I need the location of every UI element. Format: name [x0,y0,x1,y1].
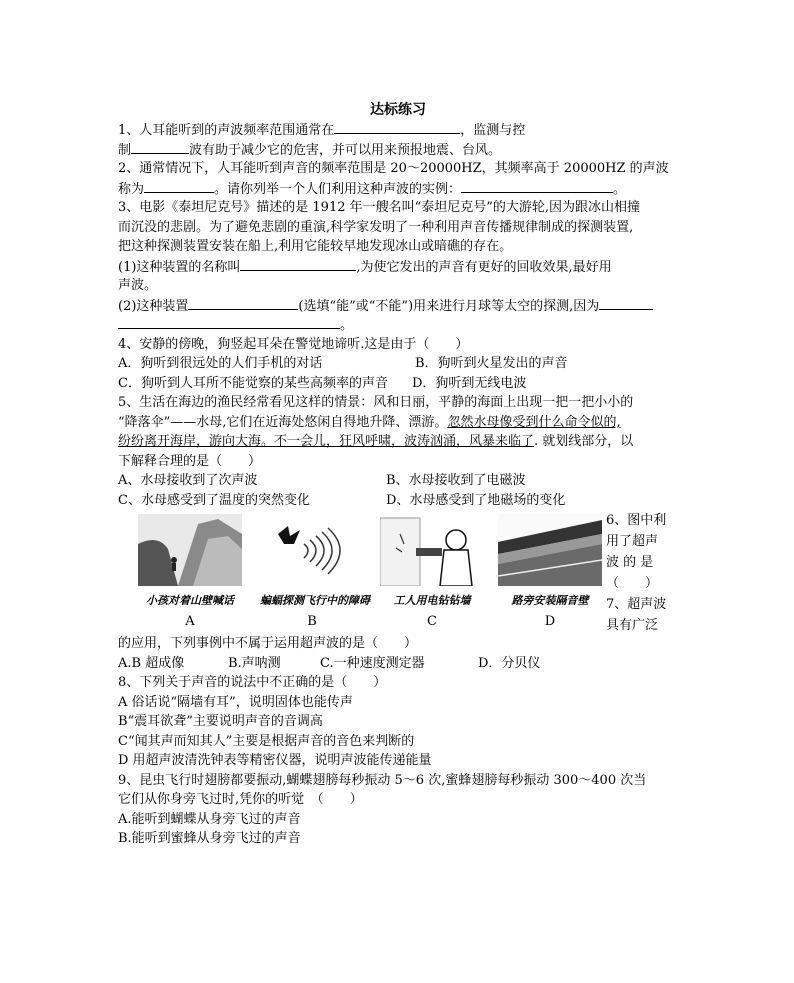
q6-side-line: 6、图中利 [606,513,667,528]
q1-line2 [118,140,678,160]
q5-line3 [118,432,678,452]
q2-blank-2[interactable] [461,179,613,193]
q4-options-ab [118,354,678,374]
figure-b [260,514,370,629]
q5-options-ab [118,471,678,491]
q3-p1-text: (1)这种装置的名称叫 [118,259,241,275]
q6-side-line: 波 的 是 [606,555,654,570]
figure-a [138,514,242,629]
figure-a-label: A [185,614,195,629]
q3-blank-1[interactable] [240,257,356,271]
q3-line3: 把这种探测装置安装在船上,利用它能较早地发现冰山或暗礁的存在。 [118,239,513,254]
q5-line4: 下解释合理的是（ ） [118,453,262,469]
q3-p2-text: (2)这种装置 [118,298,189,314]
q5-line1: 5、生活在海边的渔民经常看见这样的情景：风和日丽，平静的海面上出现一把一把小小的 [118,395,634,410]
q3-line1: 3、电影《泰坦尼克号》描述的是 1912 年一艘名叫“泰坦尼克号”的大游轮,因为跟冰山相撞 [118,200,641,215]
q3-part2 [118,296,678,316]
document [118,100,678,849]
q6-side-line: 用了超声 [606,534,659,549]
q2-line1: 2、通常情况下，人耳能听到声音的频率范围是 20～20000HZ，其频率高于 20000HZ 的声波 [118,161,669,176]
q6-side-line: （ ） [606,576,659,591]
electric-drill-image [380,514,484,586]
q3-p2-text-2: (选填“能”或“不能”)用来进行月球等太空的探测,因为 [298,298,600,314]
q6-side-text [606,510,666,636]
q1-blank-2[interactable] [131,140,189,154]
q7-option-d[interactable]: D．分贝仪 [478,655,541,671]
q3-line2: 而沉没的悲剧。为了避免悲剧的重演,科学家发明了一种利用声音传播规律制成的探测装置, [118,219,634,235]
q4-option-a[interactable]: A．狗听到很远处的人们手机的对话 [118,356,323,371]
q5-option-c[interactable]: C、水母感受到了温度的突然变化 [118,492,310,508]
q5-option-a[interactable]: A、水母接收到了次声波 [118,473,258,488]
q5-option-d[interactable]: D、水母感受到了地磁场的变化 [386,492,566,508]
q2-text-d: 。 [613,181,627,197]
q8-option-a[interactable]: A 俗话说“隔墙有耳”，说明固体也能传声 [118,694,353,710]
q3-blank-3[interactable] [599,296,653,310]
q9-option-b[interactable]: B.能听到蜜蜂从身旁飞过的声音 [118,831,301,846]
q3-part1-cont: 声波。 [118,278,158,293]
q1-blank-1[interactable] [334,120,460,134]
q5-options-cd [118,491,678,511]
q2-text-c: 。请你列举一个人们利用这种声波的实例： [214,181,462,197]
q5-line2 [118,413,678,433]
page-title: 达标练习 [370,102,426,118]
figure-d-caption: 路旁安装隔音壁 [511,594,589,607]
q5-underlined-1: 忽然水母像受到什么命令似的, [447,414,621,430]
q3-blank-4[interactable] [118,315,340,329]
q7-side-line: 7、超声波 [606,597,667,612]
q8-stem: 8、下列关于声音的说法中不正确的是（ ） [118,675,387,690]
q8-option-b[interactable]: B“震耳欲聋”主要说明声音的音调高 [118,714,323,729]
q5-underlined-2: 纷纷离开海岸，游向大海。不一会儿，狂风呼啸，波涛汹涌，风暴来临了 [118,434,535,449]
figure-b-label: B [307,614,317,629]
q7-stem: 的应用，下列事例中不属于运用超声波的是（ ） [118,636,418,651]
q1-text-2: ，监测与控 [460,123,526,138]
q2-blank-1[interactable] [144,179,214,193]
mountain-shout-image [138,514,242,586]
q5-option-b[interactable]: B、水母接收到了电磁波 [386,473,526,488]
figure-c-label: C [427,614,437,629]
q9-line2: 它们从你身旁飞过时,凭你的听觉 （ ） [118,792,363,807]
q7-option-a[interactable]: A.B 超成像 [118,655,185,671]
q1-line1 [118,120,678,140]
q3-p1-text-2: ,为使它发出的声音有更好的回收效果,最好用 [356,259,612,275]
figure-d [498,514,602,629]
q3-part1 [118,257,678,277]
q8-option-c[interactable]: C“闻其声而知其人”主要是根据声音的音色来判断的 [118,733,415,749]
figure-a-caption: 小孩对着山壁喊话 [146,594,234,607]
q9-option-a[interactable]: A.能听到蝴蝶从身旁飞过的声音 [118,811,301,827]
q4-options-cd [118,374,678,394]
figure-d-label: D [544,614,556,629]
q4-option-b[interactable]: B．狗听到火星发出的声音 [415,356,568,371]
q1-text: 1、人耳能听到的声波频率范围通常在 [118,123,335,138]
q3-p2-end: 。 [340,318,354,333]
q5-text: “降落伞”——水母,它们在近海处悠闲自得地升降、漂游。 [118,414,448,430]
q7-option-b[interactable]: B.声呐测 [228,655,281,671]
q1-text-4: 波有助于减少它的危害，并可以用来预报地震、台风。 [189,142,502,158]
q7-option-c[interactable]: C.一种速度测定器 [320,655,425,671]
q4-option-d[interactable]: D．狗听到无线电波 [412,375,527,391]
q3-blank-2[interactable] [188,296,298,310]
q9-line1: 9、昆虫飞行时翅膀都要振动,蝴蝶翅膀每秒振动 5～6 次,蜜蜂翅膀每秒振动 300～400 次当 [118,772,647,788]
q4-stem: 4、安静的傍晚，狗竖起耳朵在警觉地谛听.这是由于（ ） [118,336,469,352]
figure-b-caption: 蝙蝠探测飞行中的障碍 [260,594,370,607]
sound-barrier-image [498,514,602,586]
q2-line2 [118,179,678,199]
q2-text-b: 称为 [118,181,145,197]
q4-option-c[interactable]: C．狗听到人耳所不能觉察的某些高频率的声音 [118,375,388,391]
q7-options [118,654,678,674]
bat-echolocation-image [260,514,364,586]
figure-c-caption: 工人用电钻钻墙 [393,594,471,607]
q8-option-d[interactable]: D 用超声波清洗钟表等精密仪器，说明声波能传递能量 [118,753,432,768]
q1-text-3: 制 [118,142,132,158]
q7-side-line: 具有广泛 [606,618,659,633]
figure-c [380,514,484,629]
q5-text-2: . 就划线部分，以 [534,434,634,449]
q3-part2-cont [118,315,678,335]
figure-area [118,510,678,634]
